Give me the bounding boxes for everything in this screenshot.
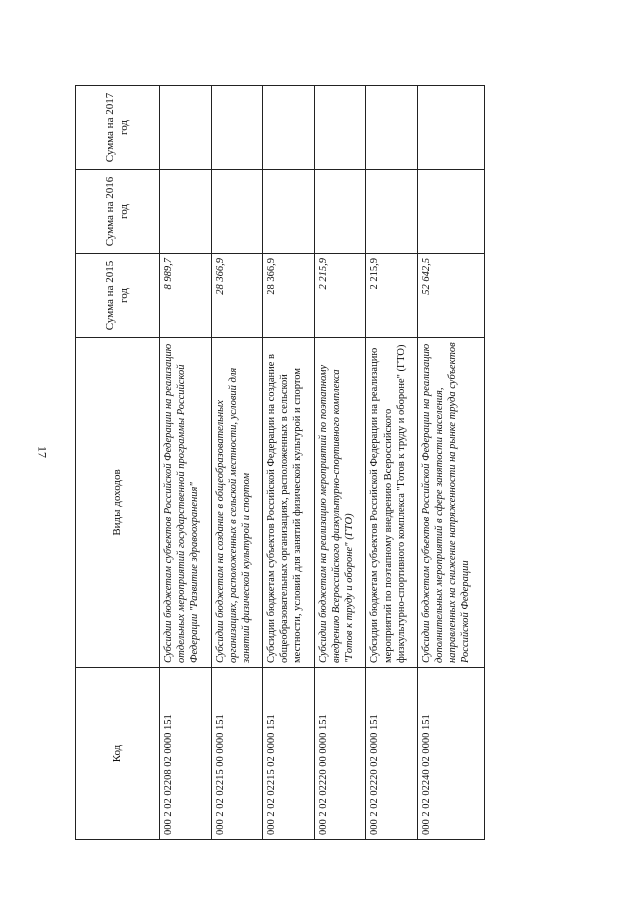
row-sum-2017 — [314, 86, 366, 170]
row-kind: Субсидии бюджетам субъектов Российской Федерации на реализацию дополнительных мероприятий в сфере занятости населения, направленных на снижение напряженности на рынке труда субъектов Российской Федерации — [418, 338, 485, 668]
row-kind: Субсидии бюджетам субъектов Российской Федерации на реализацию отдельных мероприятий государственной программы Российской Федерации "Развитие здравоохранения" — [160, 338, 212, 668]
row-kind: Субсидии бюджетам субъектов Российской Федерации на реализацию мероприятий по поэтапному внедрению Всероссийского физкультурно-спортивного комплекса "Готов к труду и обороне" (ГТО) — [366, 338, 418, 668]
table-row — [418, 86, 485, 840]
table-header-row — [76, 86, 160, 840]
table-row — [263, 86, 315, 840]
row-sum-2017 — [418, 86, 485, 170]
table-row — [314, 86, 366, 840]
revenue-table — [75, 85, 485, 840]
row-sum-2015: 2 215,9 — [366, 254, 418, 338]
header-sum-2015: Сумма на 2015 год — [76, 254, 160, 338]
table-row — [160, 86, 212, 840]
table-row — [211, 86, 263, 840]
row-kind: Субсидии бюджетам на создание в общеобразовательных организациях, расположенных в сельской местности, условий для занятий физической культурой и спортом — [211, 338, 263, 668]
page-number: 17 — [35, 446, 50, 458]
row-sum-2016 — [263, 170, 315, 254]
row-sum-2017 — [263, 86, 315, 170]
row-sum-2016 — [211, 170, 263, 254]
row-kind: Субсидии бюджетам субъектов Российской Федерации на создание в общеобразовательных организациях, расположенных в сельской местности, условий для занятий физической культурой и спортом — [263, 338, 315, 668]
table-row — [366, 86, 418, 840]
row-sum-2017 — [211, 86, 263, 170]
row-sum-2015: 52 642,5 — [418, 254, 485, 338]
row-sum-2015: 2 215,9 — [314, 254, 366, 338]
row-code: 000 2 02 02215 02 0000 151 — [263, 668, 315, 840]
header-kind: Виды доходов — [76, 338, 160, 668]
row-code: 000 2 02 02220 02 0000 151 — [366, 668, 418, 840]
header-sum-2017: Сумма на 2017 год — [76, 86, 160, 170]
row-code: 000 2 02 02220 00 0000 151 — [314, 668, 366, 840]
row-kind: Субсидии бюджетам на реализацию мероприятий по поэтапному внедрению Всероссийского физкультурно-спортивного комплекса "Готов к труду и обороне" (ГТО) — [314, 338, 366, 668]
row-sum-2015: 8 989,7 — [160, 254, 212, 338]
row-sum-2016 — [418, 170, 485, 254]
row-sum-2017 — [366, 86, 418, 170]
header-code: Код — [76, 668, 160, 840]
row-code: 000 2 02 02215 00 0000 151 — [211, 668, 263, 840]
row-sum-2016 — [160, 170, 212, 254]
rotated-table-container — [75, 85, 485, 840]
row-code: 000 2 02 02208 02 0000 151 — [160, 668, 212, 840]
row-sum-2017 — [160, 86, 212, 170]
row-sum-2015: 28 366,9 — [263, 254, 315, 338]
row-sum-2016 — [366, 170, 418, 254]
row-code: 000 2 02 02240 02 0000 151 — [418, 668, 485, 840]
header-sum-2016: Сумма на 2016 год — [76, 170, 160, 254]
row-sum-2015: 28 366,9 — [211, 254, 263, 338]
row-sum-2016 — [314, 170, 366, 254]
